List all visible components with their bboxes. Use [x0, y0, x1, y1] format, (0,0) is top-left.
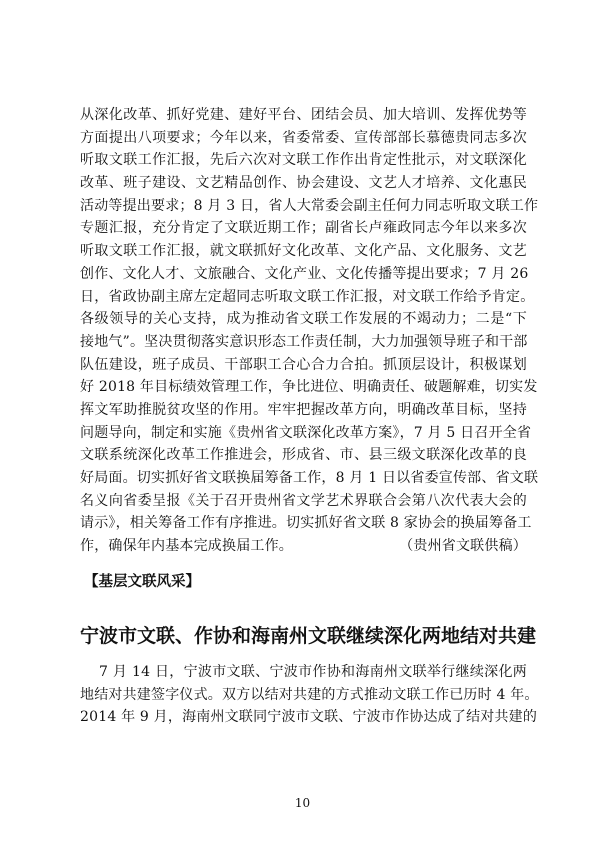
text-line: 队伍建设，班子成员、干部职工合心合力合拍。抓顶层设计，积极谋划	[80, 356, 527, 373]
text-line: 好局面。切实抓好省文联换届筹备工作，8 月 1 日以省委宣传部、省文联	[80, 470, 539, 486]
text-line: 好 2018 年目标绩效管理工作，争比进位、明确责任、破题解难，切实发	[80, 379, 538, 396]
text-line: 听取文联工作汇报，先后六次对文联工作作出肯定性批示，对文联深化	[80, 152, 527, 169]
article-paragraph	[80, 661, 539, 729]
text-line: 专题汇报，充分肯定了文联近期工作；副省长卢雍政同志今年以来多次	[80, 220, 527, 237]
text-line: 活动等提出要求；8 月 3 日，省人大常委会副主任何力同志听取文联工作	[80, 197, 539, 214]
text-line: 听取文联工作汇报，就文联抓好文化改革、文化产品、文化服务、文艺	[80, 243, 527, 260]
text-line: 地结对共建签字仪式。双方以结对共建的方式推动文联工作已历时 4 年。	[80, 686, 539, 703]
source-note: （贵州省文联供稿）	[399, 538, 527, 555]
article-title: 宁波市文联、作协和海南州文联继续深化两地结对共建	[80, 625, 537, 647]
text-line: 名义向省委呈报《关于召开贵州省文学艺术界联合会第八次代表大会的	[80, 492, 527, 509]
paragraph-continued	[80, 104, 539, 558]
text-line: 各级领导的关心支持，成为推动省文联工作发展的不竭动力；二是“下	[80, 311, 527, 328]
final-line-with-source	[80, 535, 527, 558]
text-line: 7 月 14 日，宁波市文联、宁波市作协和海南州文联举行继续深化两	[80, 664, 527, 680]
section-label: 【基层文联风采】	[84, 573, 200, 590]
text-line: 接地气”。坚决贯彻落实意识形态工作责任制，大力加强领导班子和干部	[80, 333, 528, 350]
text-line: 2014 年 9 月，海南州文联同宁波市文联、宁波市作协达成了结对共建的	[80, 709, 538, 725]
text-line: 请示》，相关筹备工作有序推进。切实抓好省文联 8 家协会的换届筹备工	[80, 515, 532, 532]
text-line: 问题导向，制定和实施《贵州省文联深化改革方案》，7 月 5 日召开全省	[80, 424, 532, 441]
page-number: 10	[294, 796, 311, 810]
text-line: 作，确保年内基本完成换届工作。	[80, 538, 293, 555]
text-line: 创作、文化人才、文旅融合、文化产业、文化传播等提出要求；7 月 26	[80, 265, 529, 282]
text-line: 方面提出八项要求；今年以来，省委常委、宣传部部长慕德贵同志多次	[80, 129, 527, 146]
text-line: 改革、班子建设、文艺精品创作、协会建设、文艺人才培养、文化惠民	[80, 175, 527, 192]
text-line: 从深化改革、抓好党建、建好平台、团结会员、加大培训、发挥优势等	[80, 107, 527, 123]
text-line: 日，省政协副主席左定超同志听取文联工作汇报，对文联工作给予肯定。	[80, 288, 535, 305]
text-line: 文联系统深化改革工作推进会，形成省、市、县三级文联深化改革的良	[80, 447, 527, 464]
text-line: 挥文军助推脱贫攻坚的作用。牢牢把握改革方向，明确改革目标，坚持	[80, 401, 527, 418]
